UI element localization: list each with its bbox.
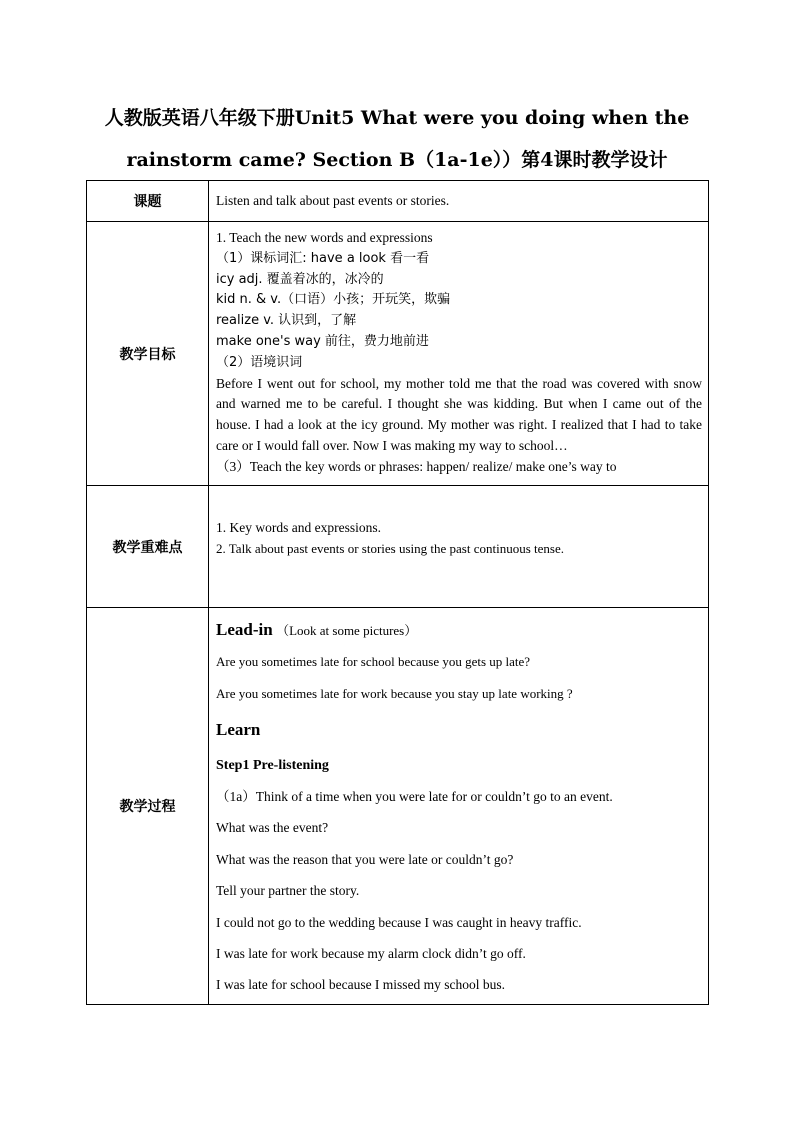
row-key-points — [87, 486, 709, 608]
document-title — [60, 97, 734, 181]
step-heading: Step1 Pre-listening — [216, 757, 329, 773]
label-objectives: 教学目标 — [87, 222, 209, 486]
leadin-line: Are you sometimes late for work because you stay up late working ? — [216, 685, 573, 701]
objective-line: realize v. 认识到，了解 — [216, 313, 357, 329]
objectives-cell — [209, 222, 709, 486]
objective-line: care or I would fall over. Now I was making my way to school… — [216, 437, 568, 453]
label-key-points: 教学重难点 — [87, 486, 209, 608]
row-objectives — [87, 222, 709, 486]
lesson-plan-table — [86, 180, 709, 1005]
key-point-line: 1. Key words and expressions. — [216, 519, 381, 535]
objective-line: make one's way 前往，费力地前进 — [216, 333, 429, 349]
key-point-line: 2. Talk about past events or stories using the past continuous tense. — [216, 540, 564, 556]
objective-line: house. I had a look at the icy ground. My mother was right. I realized that I had to take — [216, 417, 702, 433]
objective-line: Before I went out for school, my mother told me that the road was covered with snow — [216, 375, 702, 391]
title-line-2: rainstorm came? Section B（1a-1e））第4课时教学设计 — [126, 149, 668, 171]
leadin-heading-line — [216, 614, 702, 646]
objective-line: （2）语境识词 — [216, 354, 303, 370]
objective-line: （1）课标词汇: have a look 看一看 — [216, 250, 430, 266]
title-line-1: 人教版英语八年级下册Unit5 What were you doing when the — [104, 107, 690, 129]
label-topic: 课题 — [87, 181, 209, 222]
objective-line: icy adj. 覆盖着冰的，冰冷的 — [216, 271, 384, 287]
objective-line: and warned me to be careful. I thought she was kidding. But when I came out of the — [216, 396, 702, 412]
step-line: I was late for school because I missed my school bus. — [216, 977, 506, 993]
step-line: Tell your partner the story. — [216, 883, 360, 899]
leadin-line: Are you sometimes late for school because you gets up late? — [216, 654, 531, 670]
objective-line: kid n. & v.（口语）小孩；开玩笑，欺骗 — [216, 292, 451, 308]
step-line: I could not go to the wedding because I was caught in heavy traffic. — [216, 914, 582, 930]
step-line: （1a）Think of a time when you were late for or couldn’t go to an event. — [216, 789, 613, 805]
step-line: What was the event? — [216, 820, 329, 836]
key-points-cell — [209, 486, 709, 608]
objective-line: （3）Teach the key words or phrases: happen/ realize/ make one’s way to — [216, 458, 617, 474]
objective-line: 1. Teach the new words and expressions — [216, 230, 433, 245]
leadin-heading: Lead-in — [216, 620, 273, 639]
topic-text: Listen and talk about past events or stories. — [216, 193, 450, 208]
row-topic — [87, 181, 709, 222]
learn-heading: Learn — [216, 720, 261, 740]
topic-text-cell — [209, 181, 709, 222]
step-line: What was the reason that you were late or couldn’t go? — [216, 851, 514, 867]
label-process: 教学过程 — [87, 608, 209, 1005]
step-line: I was late for work because my alarm clock didn’t go off. — [216, 946, 526, 962]
row-process — [87, 608, 709, 1005]
process-cell — [209, 608, 709, 1005]
leadin-note: （Look at some pictures） — [276, 623, 418, 638]
